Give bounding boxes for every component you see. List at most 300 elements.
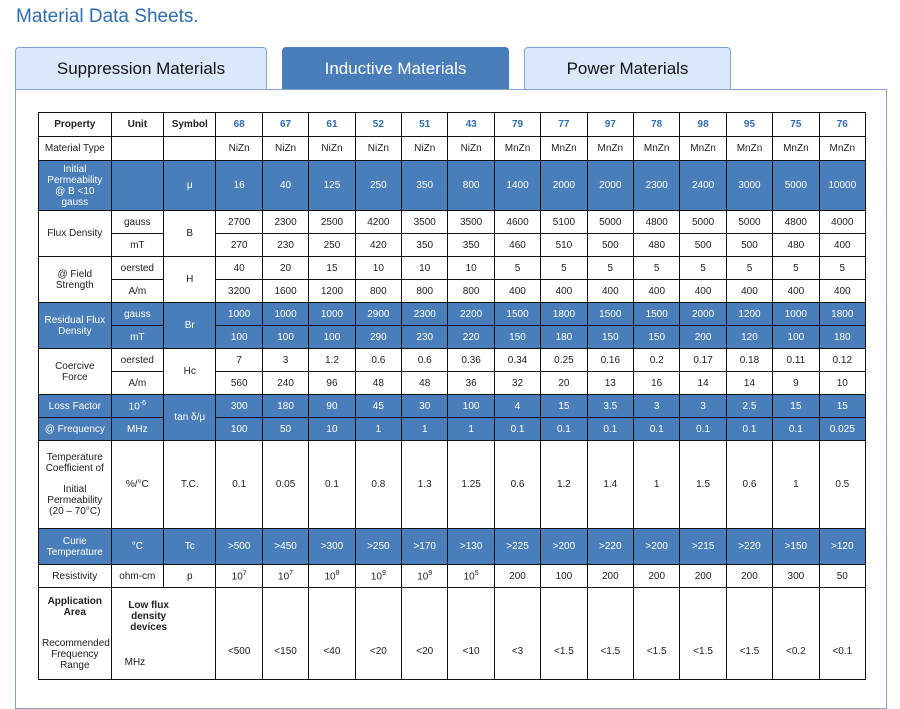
curie-value: >150 [773, 529, 819, 565]
resistivity-value-plain: 200 [509, 570, 526, 582]
flux-density-value: 4800 [634, 211, 680, 234]
recommended-frequency-value-text: <3 [511, 646, 524, 657]
coercive-force-value: 13 [587, 372, 633, 395]
flux-density-value: 2300 [262, 211, 308, 234]
curie-value: >200 [541, 529, 587, 565]
coercive-force-value: 0.18 [726, 349, 772, 372]
flux-density-value: 5 [773, 257, 819, 280]
flux-density-value: 500 [726, 234, 772, 257]
recommended-frequency-value-text: <0.2 [785, 646, 806, 657]
initial-permeability-value: 125 [309, 161, 355, 211]
residual-flux-value: 2000 [680, 303, 726, 326]
curie-value: >120 [819, 529, 865, 565]
recommended-frequency-value [587, 588, 633, 680]
flux-density-value: 5 [494, 257, 540, 280]
residual-flux-row [39, 326, 866, 349]
residual-flux-row [39, 303, 866, 326]
residual-flux-value: 100 [309, 326, 355, 349]
flux-density-value: 3500 [402, 211, 448, 234]
flux-density-value: 270 [216, 234, 262, 257]
loss-factor-value: 100 [448, 395, 494, 418]
resistivity-value [541, 565, 587, 588]
loss-factor-frequency-value: 10 [309, 418, 355, 441]
resistivity-value-exp: 8 [335, 569, 340, 577]
recommended-frequency-label: Recommended Frequency Range [42, 638, 110, 671]
coercive-force-value: 48 [402, 372, 448, 395]
loss-factor-label: Loss Factor [39, 395, 112, 418]
flux-density-value: 20 [262, 257, 308, 280]
coercive-force-value: 96 [309, 372, 355, 395]
recommended-frequency-value [494, 588, 540, 680]
curie-value: >450 [262, 529, 308, 565]
recommended-frequency-unit: MHz [124, 656, 146, 668]
resistivity-value-exp: 5 [474, 569, 479, 577]
flux-density-value: 350 [402, 234, 448, 257]
resistivity-value-base: 10 [231, 571, 243, 583]
coercive-force-value: 0.34 [494, 349, 540, 372]
initial-permeability-value: 350 [402, 161, 448, 211]
temp-coefficient-value: 0.1 [309, 441, 355, 529]
frequency-label: @ Frequency [39, 418, 112, 441]
recommended-frequency-value-text: <40 [323, 646, 341, 657]
loss-factor-frequency-value: 1 [355, 418, 401, 441]
flux-density-value: 10 [448, 257, 494, 280]
curie-value: >170 [402, 529, 448, 565]
recommended-frequency-value [819, 588, 865, 680]
resistivity-row [39, 565, 866, 588]
loss-factor-frequency-value: 1 [402, 418, 448, 441]
initial-permeability-label: Initial Permeability @ B <10 gauss [39, 161, 112, 211]
loss-factor-value: 30 [402, 395, 448, 418]
coercive-force-value: 0.6 [402, 349, 448, 372]
temp-coefficient-value: 0.6 [494, 441, 540, 529]
flux-density-value: 510 [541, 234, 587, 257]
coercive-force-value: 1.2 [309, 349, 355, 372]
loss-factor-unit-base: 10 [128, 401, 140, 413]
resistivity-value [309, 565, 355, 588]
recommended-frequency-value-text: <20 [416, 646, 434, 657]
material-type-value: NiZn [262, 137, 308, 161]
recommended-frequency-value-text: <1.5 [600, 646, 621, 657]
flux-density-value: 5000 [680, 211, 726, 234]
tab-power-materials[interactable]: Power Materials [524, 47, 731, 89]
resistivity-value [587, 565, 633, 588]
initial-permeability-unit [111, 161, 163, 211]
flux-density-value: 3200 [216, 280, 262, 303]
residual-flux-value: 1800 [819, 303, 865, 326]
residual-flux-unit: mT [111, 326, 163, 349]
residual-flux-value: 220 [448, 326, 494, 349]
coercive-force-value: 20 [541, 372, 587, 395]
flux-density-value: 800 [402, 280, 448, 303]
flux-density-row [39, 280, 866, 303]
recommended-frequency-value-text: <0.1 [832, 646, 853, 657]
curie-value: >215 [680, 529, 726, 565]
residual-flux-value: 150 [587, 326, 633, 349]
coercive-force-value: 0.25 [541, 349, 587, 372]
coercive-force-value: 0.36 [448, 349, 494, 372]
flux-density-value: 500 [587, 234, 633, 257]
material-type-label: Material Type [39, 137, 112, 161]
residual-flux-value: 1000 [262, 303, 308, 326]
material-number: 77 [541, 113, 587, 137]
coercive-force-value: 10 [819, 372, 865, 395]
temp-coefficient-value: 1 [773, 441, 819, 529]
flux-density-value: 230 [262, 234, 308, 257]
recommended-frequency-value [309, 588, 355, 680]
header-symbol: Symbol [164, 113, 216, 137]
coercive-force-value: 7 [216, 349, 262, 372]
flux-density-value: 800 [448, 280, 494, 303]
residual-flux-value: 1200 [726, 303, 772, 326]
flux-density-value: 4200 [355, 211, 401, 234]
temp-coefficient-unit: %/°C [111, 441, 163, 529]
residual-flux-value: 230 [402, 326, 448, 349]
temp-coefficient-symbol: T.C. [164, 441, 216, 529]
application-area-label: Application Area [47, 596, 103, 618]
loss-factor-frequency-value: 0.1 [680, 418, 726, 441]
residual-flux-value: 1000 [216, 303, 262, 326]
loss-factor-frequency-value: 50 [262, 418, 308, 441]
residual-flux-value: 1500 [587, 303, 633, 326]
flux-density-value: 3500 [448, 211, 494, 234]
temp-coefficient-value: 1.5 [680, 441, 726, 529]
loss-factor-row [39, 395, 866, 418]
resistivity-value [448, 565, 494, 588]
flux-density-unit: mT [111, 234, 163, 257]
material-type-value: MnZn [680, 137, 726, 161]
recommended-frequency-value-text: <500 [227, 646, 251, 657]
material-type-unit [111, 137, 163, 161]
residual-flux-value: 2300 [402, 303, 448, 326]
residual-flux-value: 100 [773, 326, 819, 349]
flux-density-value: 4600 [494, 211, 540, 234]
recommended-frequency-value [680, 588, 726, 680]
coercive-force-value: 14 [726, 372, 772, 395]
material-number: 98 [680, 113, 726, 137]
loss-factor-value: 3 [634, 395, 680, 418]
residual-flux-value: 100 [216, 326, 262, 349]
recommended-frequency-value-text: <150 [274, 646, 297, 657]
temp-coefficient-value: 1.3 [402, 441, 448, 529]
recommended-frequency-value [726, 588, 772, 680]
residual-flux-value: 180 [819, 326, 865, 349]
residual-flux-value: 200 [680, 326, 726, 349]
page-title: Material Data Sheets. [16, 6, 199, 27]
material-number: 52 [355, 113, 401, 137]
coercive-force-value: 48 [355, 372, 401, 395]
residual-flux-value: 150 [494, 326, 540, 349]
flux-density-value: 480 [634, 234, 680, 257]
loss-factor-frequency-value: 1 [448, 418, 494, 441]
coercive-force-unit: A/m [111, 372, 163, 395]
resistivity-value-plain: 200 [694, 570, 712, 582]
flux-density-value: 460 [494, 234, 540, 257]
header-row [39, 113, 866, 137]
temp-coefficient-value: 0.05 [262, 441, 308, 529]
flux-density-value: 2700 [216, 211, 262, 234]
material-type-value: MnZn [726, 137, 772, 161]
spacer [42, 474, 108, 484]
coercive-force-value: 0.11 [773, 349, 819, 372]
resistivity-value-base: 10 [278, 571, 290, 583]
coercive-force-value: 36 [448, 372, 494, 395]
temp-coefficient-value: 0.1 [216, 441, 262, 529]
material-type-symbol [164, 137, 216, 161]
resistivity-value [494, 565, 540, 588]
recommended-frequency-value-text: <20 [369, 646, 387, 657]
residual-flux-value: 1500 [634, 303, 680, 326]
flux-density-value: 800 [355, 280, 401, 303]
application-row [39, 588, 866, 680]
material-number: 76 [819, 113, 865, 137]
curie-value: >220 [726, 529, 772, 565]
recommended-frequency-value [355, 588, 401, 680]
flux-density-value: 5 [819, 257, 865, 280]
recommended-frequency-value [773, 588, 819, 680]
coercive-force-row [39, 372, 866, 395]
initial-permeability-value: 3000 [726, 161, 772, 211]
initial-permeability-row [39, 161, 866, 211]
loss-factor-unit [111, 395, 163, 418]
initial-permeability-value: 2000 [587, 161, 633, 211]
flux-density-value: 10 [402, 257, 448, 280]
residual-flux-value: 1800 [541, 303, 587, 326]
resistivity-value [726, 565, 772, 588]
recommended-frequency-value [634, 588, 680, 680]
field-strength-symbol: H [164, 257, 216, 303]
resistivity-label: Resistivity [39, 565, 112, 588]
resistivity-value [680, 565, 726, 588]
residual-flux-value: 290 [355, 326, 401, 349]
loss-factor-frequency-value: 0.1 [726, 418, 772, 441]
loss-factor-frequency-value: 100 [216, 418, 262, 441]
recommended-frequency-value [448, 588, 494, 680]
coercive-force-value: 560 [216, 372, 262, 395]
application-area-value: Low flux density devices [128, 599, 169, 633]
flux-density-value: 400 [680, 280, 726, 303]
resistivity-value [262, 565, 308, 588]
flux-density-value: 5 [541, 257, 587, 280]
flux-density-value: 5 [680, 257, 726, 280]
flux-density-value: 10 [355, 257, 401, 280]
flux-density-row [39, 234, 866, 257]
curie-symbol: Tc [164, 529, 216, 565]
resistivity-symbol: p [164, 565, 216, 588]
flux-density-label: Flux Density [39, 211, 112, 257]
temp-coefficient-value: 1.25 [448, 441, 494, 529]
temp-coefficient-row [39, 441, 866, 529]
material-number: 75 [773, 113, 819, 137]
material-number: 51 [402, 113, 448, 137]
resistivity-unit: ohm-cm [111, 565, 163, 588]
coercive-force-value: 240 [262, 372, 308, 395]
flux-density-value: 400 [819, 234, 865, 257]
residual-flux-value: 2200 [448, 303, 494, 326]
loss-factor-frequency-value: 0.1 [634, 418, 680, 441]
material-type-value: MnZn [494, 137, 540, 161]
curie-value: >300 [309, 529, 355, 565]
residual-flux-value: 150 [634, 326, 680, 349]
flux-density-value: 5 [634, 257, 680, 280]
temp-coefficient-value: 1 [634, 441, 680, 529]
flux-density-value: 400 [494, 280, 540, 303]
curie-value: >200 [634, 529, 680, 565]
coercive-force-row [39, 349, 866, 372]
loss-factor-frequency-value: 0.1 [494, 418, 540, 441]
flux-density-unit: oersted [111, 257, 163, 280]
curie-value: >220 [587, 529, 633, 565]
flux-density-value: 420 [355, 234, 401, 257]
spacer [115, 633, 213, 657]
initial-permeability-value: 16 [216, 161, 262, 211]
coercive-force-value: 0.17 [680, 349, 726, 372]
coercive-force-unit: oersted [111, 349, 163, 372]
flux-density-value: 15 [309, 257, 355, 280]
material-type-value: MnZn [773, 137, 819, 161]
resistivity-value [819, 565, 865, 588]
resistivity-value [773, 565, 819, 588]
loss-factor-value: 3.5 [587, 395, 633, 418]
recommended-frequency-value [216, 588, 262, 680]
temp-coefficient-value: 1.2 [541, 441, 587, 529]
material-number: 68 [216, 113, 262, 137]
resistivity-value-plain: 200 [601, 570, 619, 582]
residual-flux-value: 100 [262, 326, 308, 349]
loss-factor-value: 15 [773, 395, 819, 418]
temp-coefficient-value: 1.4 [587, 441, 633, 529]
resistivity-value-plain: 300 [787, 570, 805, 582]
initial-permeability-value: 10000 [819, 161, 865, 211]
field-strength-label: @ Field Strength [39, 257, 112, 303]
material-type-value: MnZn [587, 137, 633, 161]
material-type-value: NiZn [309, 137, 355, 161]
loss-factor-value: 180 [262, 395, 308, 418]
loss-factor-frequency-value: 0.1 [587, 418, 633, 441]
coercive-force-value: 9 [773, 372, 819, 395]
initial-permeability-value: 5000 [773, 161, 819, 211]
curie-value: >250 [355, 529, 401, 565]
loss-factor-value: 3 [680, 395, 726, 418]
initial-permeability-value: 2400 [680, 161, 726, 211]
resistivity-value [216, 565, 262, 588]
recommended-frequency-value-text: <1.5 [554, 646, 574, 657]
material-type-value: MnZn [541, 137, 587, 161]
flux-density-value: 400 [541, 280, 587, 303]
resistivity-value-base: 10 [463, 571, 475, 583]
flux-density-value: 5000 [726, 211, 772, 234]
loss-factor-value: 15 [819, 395, 865, 418]
flux-density-value: 250 [309, 234, 355, 257]
material-number: 97 [587, 113, 633, 137]
coercive-force-value: 0.6 [355, 349, 401, 372]
resistivity-value-plain: 200 [741, 570, 758, 582]
initial-permeability-value: 250 [355, 161, 401, 211]
residual-flux-value: 120 [726, 326, 772, 349]
residual-flux-value: 1000 [773, 303, 819, 326]
flux-density-value: 5 [726, 257, 772, 280]
residual-flux-value: 1500 [494, 303, 540, 326]
temp-coefficient-label [39, 441, 112, 529]
flux-density-value: 400 [773, 280, 819, 303]
flux-density-value: 5 [587, 257, 633, 280]
flux-density-value: 500 [680, 234, 726, 257]
flux-density-row [39, 211, 866, 234]
initial-permeability-symbol: μ [164, 161, 216, 211]
recommended-frequency-value-text: <1.5 [739, 646, 760, 657]
curie-value: >225 [494, 529, 540, 565]
loss-factor-symbol: tan δ/μ [164, 395, 216, 441]
flux-density-symbol: B [164, 211, 216, 257]
curie-value: >130 [448, 529, 494, 565]
resistivity-value-base: 10 [324, 571, 336, 583]
flux-density-value: 400 [819, 280, 865, 303]
curie-label: Curie Temperature [39, 529, 112, 565]
flux-density-value: 1600 [262, 280, 308, 303]
flux-density-row [39, 257, 866, 280]
recommended-frequency-value [402, 588, 448, 680]
tab-panel [15, 89, 887, 709]
temp-coefficient-label-2: Initial Permeability (20 – 70°C) [47, 484, 103, 517]
resistivity-value-exp: 7 [242, 569, 247, 577]
material-type-value: MnZn [634, 137, 680, 161]
tab-inductive-materials[interactable]: Inductive Materials [282, 47, 509, 89]
residual-flux-unit: gauss [111, 303, 163, 326]
residual-flux-value: 2900 [355, 303, 401, 326]
loss-factor-frequency-value: 0.1 [541, 418, 587, 441]
resistivity-value-plain: 200 [648, 570, 666, 582]
recommended-frequency-value-text: <10 [462, 646, 480, 657]
material-number: 43 [448, 113, 494, 137]
flux-density-value: 4000 [819, 211, 865, 234]
temp-coefficient-label-1: Temperature Coefficient of [45, 452, 104, 474]
material-number: 79 [494, 113, 540, 137]
initial-permeability-value: 800 [448, 161, 494, 211]
material-type-value: NiZn [402, 137, 448, 161]
loss-factor-value: 300 [216, 395, 262, 418]
initial-permeability-value: 2000 [541, 161, 587, 211]
loss-factor-value: 90 [309, 395, 355, 418]
loss-factor-value: 45 [355, 395, 401, 418]
flux-density-value: 4800 [773, 211, 819, 234]
material-number: 78 [634, 113, 680, 137]
flux-density-value: 5000 [587, 211, 633, 234]
resistivity-value-base: 10 [417, 571, 429, 583]
loss-factor-value: 4 [494, 395, 540, 418]
resistivity-value-exp: 9 [428, 569, 433, 577]
recommended-frequency-value [262, 588, 308, 680]
flux-density-value: 400 [587, 280, 633, 303]
loss-factor-unit-exp: -6 [139, 399, 146, 407]
resistivity-value [634, 565, 680, 588]
resistivity-value [355, 565, 401, 588]
coercive-force-value: 16 [634, 372, 680, 395]
residual-flux-label: Residual Flux Density [39, 303, 112, 349]
curie-temperature-row [39, 529, 866, 565]
loss-factor-frequency-value: 0.025 [819, 418, 865, 441]
tab-suppression-materials[interactable]: Suppression Materials [15, 47, 267, 89]
coercive-force-value: 0.12 [819, 349, 865, 372]
resistivity-value-plain: 50 [836, 570, 848, 582]
resistivity-value-plain: 100 [555, 570, 573, 582]
material-type-value: MnZn [819, 137, 865, 161]
recommended-frequency-value [541, 588, 587, 680]
header-unit: Unit [111, 113, 163, 137]
resistivity-value-exp: 9 [381, 569, 386, 577]
spacer [42, 618, 108, 638]
temp-coefficient-value: 0.8 [355, 441, 401, 529]
coercive-force-value: 14 [680, 372, 726, 395]
